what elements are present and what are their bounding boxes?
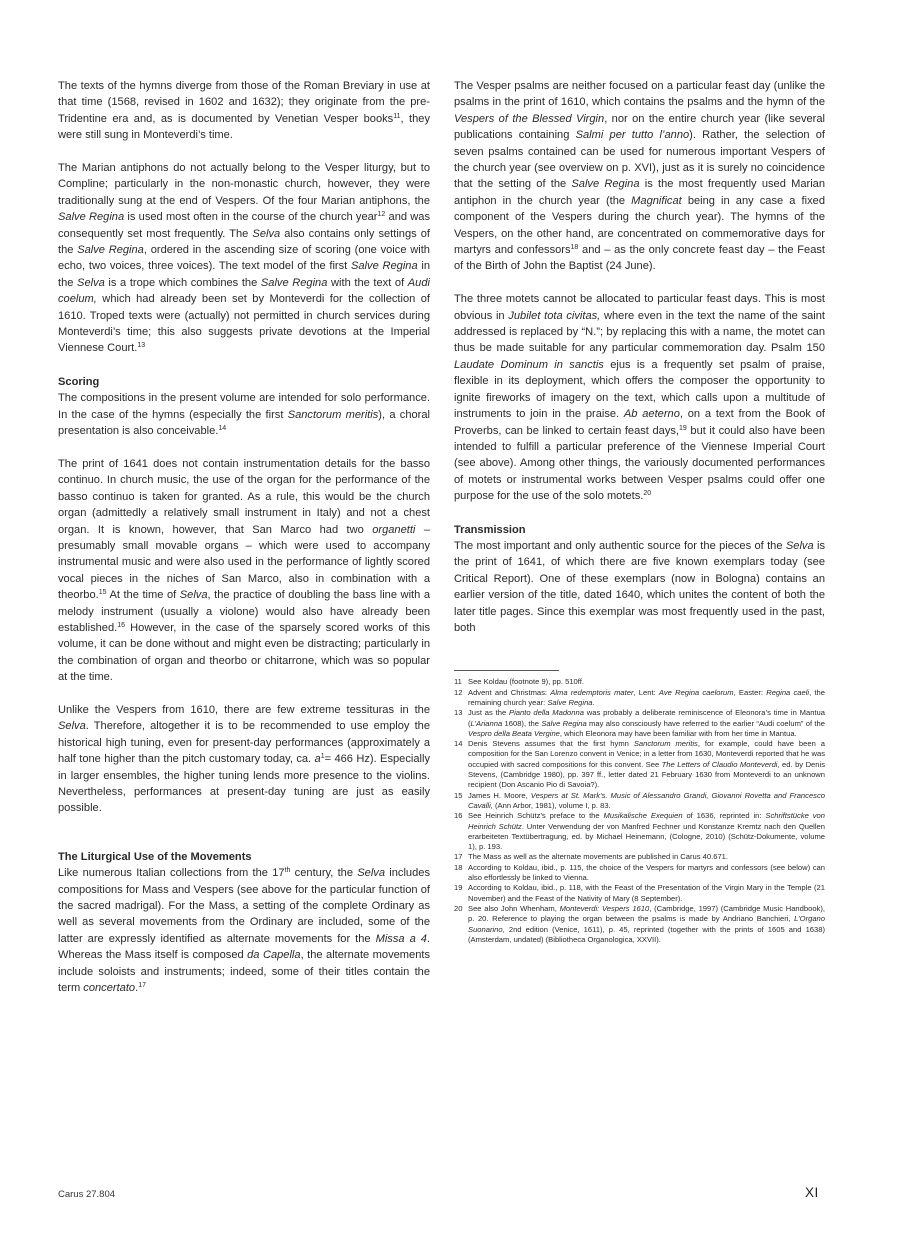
footnotes — [454, 677, 825, 945]
paragraph-basso-continuo: The print of 1641 does not contain instrumentation details for the basso continuo. In church music, the use of the organ for the performance of the basso continuo is taken for granted. As a rule, this would be the church organ (admittedly a relatively small instrument in Italy) and not a chest organ. It is known, however, that San Marco had two organetti – presumably small movable organs – which were used to accompany instrumental music and were also used in the performance of lightly scored vocal pieces in the niches of San Marco, also in combination with a theorbo.$^{15}$ At the time of Selva, the practice of doubling the bass line with a melody instrument (usually a violone) would also have already been established.$^{16}$ However, in the case of the sparsely scored works of this volume, it can be done without and might even be distracting; particularly in the combination of organ and theorbo or chitarrone, which was so popular at the time. — [58, 457, 430, 684]
footnote-17: 17 The Mass as well as the alternate movements are published in Carus 40.671. — [454, 852, 729, 862]
paragraph-tuning: Unlike the Vespers from 1610, there are few extreme tessituras in the Selva. Therefore, altogether it is to be recommended to use employ the historical high tuning, even for present-day performances (approximately a half tone higher than the pitch customary today, ca. $a^1= 466$ Hz). Especially in larger ensembles, the higher tuning lends more presence to the violins. Nevertheless, performances at present-day tuning are just as easily possible. — [58, 703, 430, 815]
footnote-14: 14 Denis Stevens assumes that the first hymn Sanctorum meritis, for example, could have been a composition for the San Lorenzo convent in Venice; in a letter from 1630, Monteverdi reported that he was occupied with sacred compositions for this convent. See The Letters of Claudio Monteverdi, ed. by Denis Stevens, (Cambridge 1980), pp. 397 ff., letter dated 21 February 1630 from Monteverdi to an unknown recipient (Don Ascanio Pio di Savoia?). — [454, 739, 825, 790]
footnote-13: 13 Just as the Pianto della Madonna was probably a deliberate reminiscence of Eleonora’s time in Mantua (L’Arianna 1608), the Salve Regina may also consciously have referred to the earlier “Audi coelum” of the Vespro della Beata Vergine, which Eleonora may have been familiar with from her time in Mantua. — [454, 708, 825, 738]
footnote-15: 15 James H. Moore, Vespers at St. Mark’s. Music of Alessandro Grandi, Giovanni Rovetta and Francesco Cavalli, (Ann Arbor, 1981), volume I, p. 83. — [454, 790, 825, 810]
footnote-18: 18 According to Koldau, ibid., p. 115, the choice of the Vespers for martyrs and confessors (see below) can also effortlessly be linked to Vienna. — [454, 862, 825, 883]
footnote-19: 19 According to Koldau, ibid., p. 118, with the Feast of the Presentation of the Virgin Mary in the Temple (21 November) and the Feast of the Nativity of Mary (8 September). — [454, 883, 825, 903]
footnote-11: 11 See Koldau (footnote 9), pp. 510ff. — [454, 677, 584, 687]
left-column — [58, 78, 430, 996]
paragraph-vesper-psalms: The Vesper psalms are neither focused on a particular feast day (unlike the psalms in the print of 1610, which contains the psalms and the hymn of the Vespers of the Blessed Virgin, nor on the entire church year (like several publications containing Salmi per tutto l’anno). Rather, the selection of seven psalms contained can be used for numerous important Vespers of the church year (see overview on p. XVI), just as it is surely no coincidence that the setting of the Salve Regina is the most frequently used Marian antiphon in the church year (the Magnificat being in any case a fixed component of the Vespers during the church year). The hymns of the Vespers, on the other hand, are concentrated on commemorative days for martyrs and confessors$^{18}$ and – as the only concrete feast day – the Feast of the Birth of John the Baptist (24 June). — [454, 80, 826, 273]
paragraph-mass-and-vespers: Like numerous Italian collections from the 17th century, the Selva includes compositions for Mass and Vespers (see above for the particular function of the sacred madrigal). For the Mass, a setting of the complete Ordinary as well as several movements from the Ordinary are included, some of the latter are expressly identified as alternate movements for the Missa a 4. Whereas the Mass itself is composed da Capella, the alternate movements include soloists and instruments; indeed, some of their titles contain the term concertato.$^{17}$ — [58, 867, 431, 995]
footer-catalog-number: Carus 27.804 — [58, 1189, 116, 1200]
footnote-divider — [454, 670, 559, 671]
footnote-20: 20 See also John Whenham, Monteverdi: Vespers 1610, (Cambridge, 1997) (Cambridge Music Handbook), p. 20. Reference to playing the organ between the psalms is made by Andriano Banchieri, L’Organo Suonarino, 2nd edition (Venice, 1611), p. 45, reprinted (together with the prints of 1605 and 1638) (Amsterdam, undated) (Bibliotheca Organologica, XXVII). — [454, 903, 825, 944]
paragraph-solo-performance: The compositions in the present volume are intended for solo performance. In the case of the hymns (especially the first Sanctorum meritis), a choral presentation is also conceivable.$^{14}$ — [58, 392, 431, 438]
footnote-12: 12 Advent and Christmas: Alma redemptoris mater, Lent: Ave Regina caelorum, Easter: Regina caeli, the remaining church year: Salve Regina. — [454, 687, 826, 707]
paragraph-marian-antiphons: The Marian antiphons do not actually belong to the Vesper liturgy, but to Compline; particularly in the non-monastic church, however, they were traditionally sung at the end of Vespers. Of the four Marian antiphons, the Salve Regina is used most often in the course of the church year$^{12}$ and was consequently set most frequently. The Selva also contains only settings of the Salve Regina, ordered in the ascending size of scoring (one voice with echo, two voices, three voices). The text model of the first Salve Regina in the Selva is a trope which combines the Salve Regina with the text of Audi coelum, which had already been set by Monteverdi for the collection of 1610. Troped texts were (actually) not permitted in church services during Monteverdi’s time; this also suggests private devotions at the Imperial Viennese Court.$^{13}$ — [58, 162, 430, 355]
heading-scoring: Scoring — [58, 375, 100, 388]
footer-page-number: XI — [805, 1185, 819, 1200]
right-column — [454, 78, 825, 945]
heading-liturgical-use: The Liturgical Use of the Movements — [58, 850, 252, 863]
footnote-16: 16 See Heinrich Schütz’s preface to the Musikalische Exequien of 1636, reprinted in: Schriftstücke von Heinrich Schütz. Unter Verwendung der von Manfred Fechner und Konstanze Kremtz nach den Quellen erarbeiteten Textübertragung, ed. by Michael Heinemann, (Cologne, 2010) (Schütz-Dokumente, volume 1), p. 193. — [454, 811, 825, 852]
paragraph-transmission: The most important and only authentic source for the pieces of the Selva is the print of 1641, of which there are five known exemplars today (see Critical Report). One of these exemplars (now in Bologna) contains an earlier version of the title, dated 1640, which unites the content of both the later title pages. Since this exemplar was most frequently used in the past, both — [454, 539, 825, 634]
heading-transmission: Transmission — [454, 523, 526, 536]
paragraph-hymn-texts: The texts of the hymns diverge from those of the Roman Breviary in use at that time (1568, revised in 1602 and 1632); they originate from the pre-Tridentine era and, as is documented by Venetian Vesper books$^{11}$, they were still sung in Monteverdi’s time. — [58, 80, 430, 142]
paragraph-three-motets: The three motets cannot be allocated to particular feast days. This is most obvious in Jubilet tota civitas, where even in the text the name of the saint addressed is replaced by “N.”; by replacing this with a name, the motet can thus be made suitable for any particular commemoration day. Psalm 150 Laudate Dominum in sanctis ejus is a frequently set psalm of praise, flexible in its deployment, which offers the composer the opportunity to ignite fireworks of imagery on the text, which calls upon a multitude of instruments to join in the praise. Ab aeterno, on a text from the Book of Proverbs, can be linked to certain feast days,$^{19}$ but it could also have been intended to fulfill a particular preference of the Viennese Imperial Court (see above). Among other things, the variously documented performances of motets or instrumental works between Vesper psalms could offer one purpose for the use of the solo motets.$^{20}$ — [454, 293, 826, 503]
